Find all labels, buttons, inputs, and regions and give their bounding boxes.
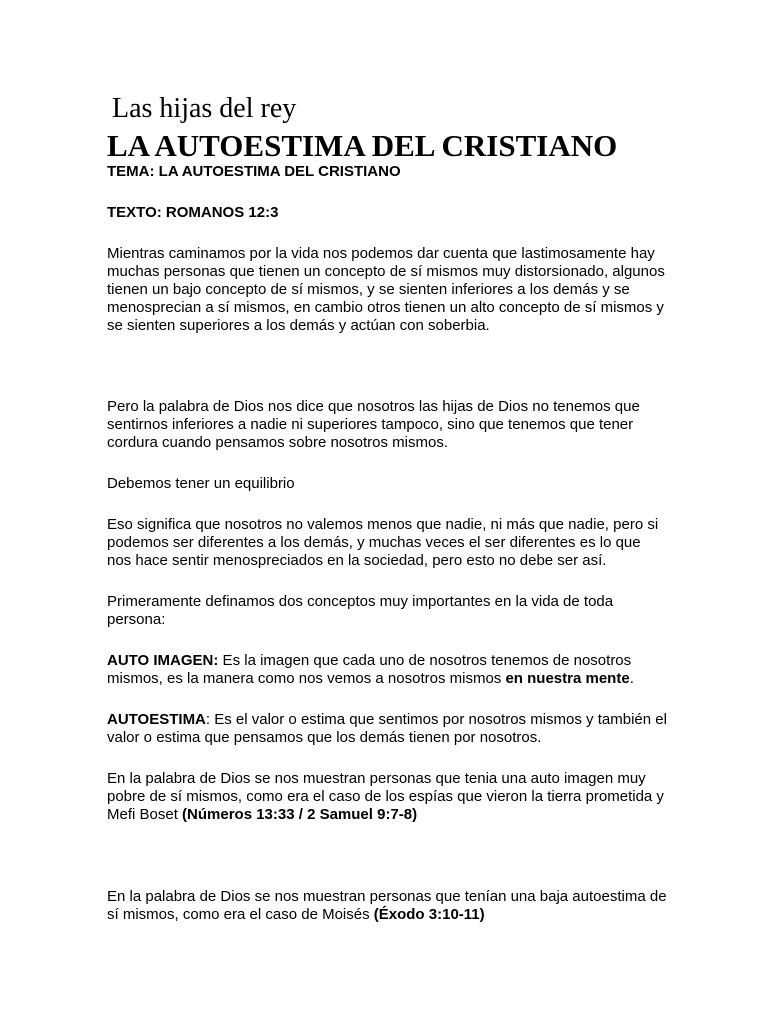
auto-imagen-emphasis: en nuestra mente xyxy=(505,670,630,687)
paragraph-auto-imagen xyxy=(107,652,667,688)
paragraph-baja-autoestima xyxy=(107,888,667,924)
auto-imagen-text: Es la imagen que cada uno de nosotros tenemos de nosotros mismos, es la manera como nos vemos a nosotros mismos xyxy=(107,652,632,687)
autoestima-text: : Es el valor o estima que sentimos por nosotros mismos y también el valor o estima que pensamos que los demás tienen por nosotros. xyxy=(107,711,667,746)
p6-text: En la palabra de Dios se nos muestran personas que tenia una auto imagen muy pobre de sí mismos, como era el caso de los espías que vieron la tierra prometida y Mefi Boset xyxy=(107,770,664,823)
texto-heading: TEXTO: ROMANOS 12:3 xyxy=(107,204,279,221)
paragraph-intro: Mientras caminamos por la vida nos podemos dar cuenta que lastimosamente hay muchas personas que tienen un concepto de sí mismos muy distorsionado, algunos tienen un bajo concepto de sí mismos, y se sienten inferiores a los demás y se menosprecian a sí mismos, en cambio otros tienen un alto concepto de sí mismos y se sienten superiores a los demás y actúan con soberbia. xyxy=(107,245,665,334)
document-title-large: LA AUTOESTIMA DEL CRISTIANO xyxy=(107,128,618,163)
autoestima-term: AUTOESTIMA xyxy=(107,711,206,728)
paragraph-palabra: Pero la palabra de Dios nos dice que nosotros las hijas de Dios no tenemos que sentirnos inferiores a nadie ni superiores tampoco, sino que tenemos que tener cordura cuando pensamos sobre nosotros mismos. xyxy=(107,398,640,451)
paragraph-auto-imagen-pobre xyxy=(107,770,667,824)
paragraph-autoestima xyxy=(107,711,667,747)
document-title-small: Las hijas del rey xyxy=(112,93,297,124)
p7-reference: (Éxodo 3:10-11) xyxy=(373,906,485,923)
paragraph-significa: Eso significa que nosotros no valemos menos que nadie, ni más que nadie, pero si podemos ser diferentes a los demás, y muchas veces el ser diferentes es lo que nos hace sentir menospreciados en la sociedad, pero esto no debe ser así. xyxy=(107,516,659,569)
p7-text: En la palabra de Dios se nos muestran personas que tenían una baja autoestima de sí mismos, como era el caso de Moisés xyxy=(107,888,667,923)
p6-reference: (Números 13:33 / 2 Samuel 9:7-8) xyxy=(182,806,418,823)
paragraph-equilibrio: Debemos tener un equilibrio xyxy=(107,475,295,492)
tema-heading: TEMA: LA AUTOESTIMA DEL CRISTIANO xyxy=(107,163,401,180)
auto-imagen-end: . xyxy=(629,670,634,687)
paragraph-conceptos: Primeramente definamos dos conceptos muy importantes en la vida de toda persona: xyxy=(107,593,614,628)
auto-imagen-term: AUTO IMAGEN: xyxy=(107,652,219,669)
